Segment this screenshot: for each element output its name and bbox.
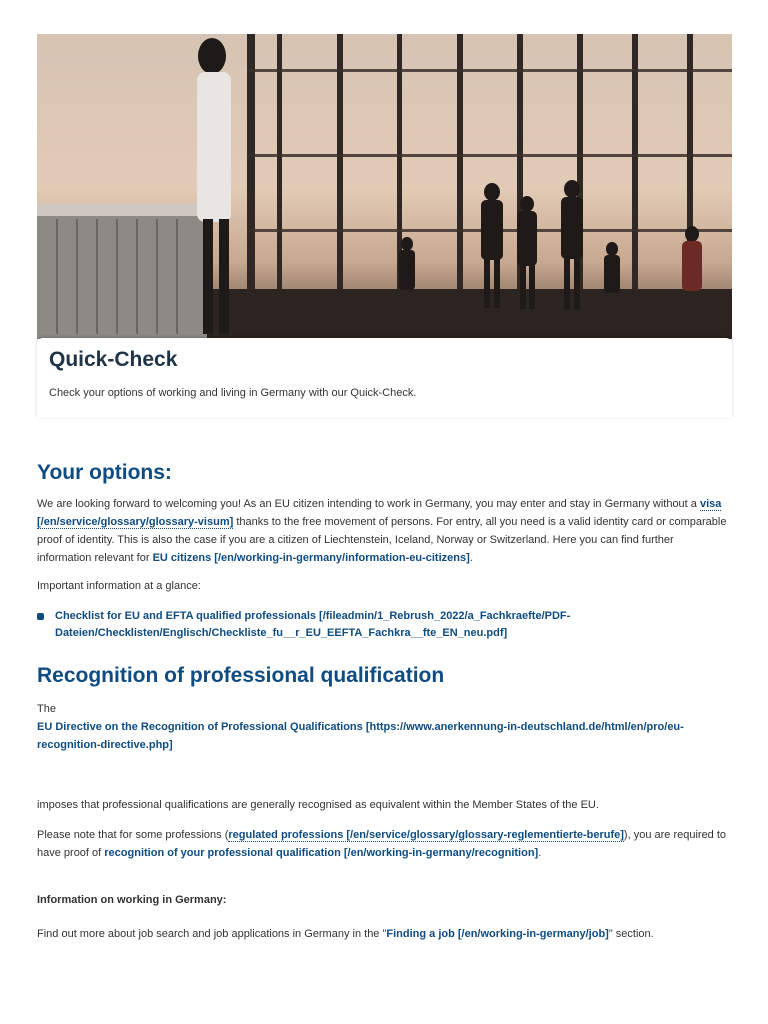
quick-check-title: Quick-Check — [49, 348, 178, 371]
recognition-link[interactable]: recognition of your professional qualification [/en/working-in-germany/recognition] — [104, 847, 539, 859]
note-text-end: . — [538, 847, 542, 859]
working-label: Information on working in Germany: — [37, 894, 227, 906]
options-text-2: thanks to the free movement of persons. For entry, all you need is a valid identity card or comparable proof of identity. This is also the case if you are a citizen of Liechtenstein, Iceland, Norway or Switzerland. Here you can find further information relevant for — [37, 516, 727, 564]
note-text-2: ), you are required to have proof of — [37, 829, 727, 859]
imposes-text: imposes that professional qualifications are generally recognised as equivalent within the Member States of the EU. — [37, 799, 599, 811]
visa-link[interactable]: visa [/en/service/glossary/glossary-visum] — [37, 498, 722, 528]
quick-check-card — [37, 338, 732, 418]
working-text-1: Find out more about job search and job applications in Germany in the " — [37, 928, 387, 940]
eu-citizens-link[interactable]: EU citizens [/en/working-in-germany/information-eu-citizens] — [152, 552, 470, 564]
bullet-icon — [37, 613, 44, 620]
hero-image — [37, 34, 732, 339]
recognition-heading: Recognition of professional qualification — [37, 664, 445, 687]
note-text-1: Please note that for some professions ( — [37, 829, 229, 841]
glance-text: Important information at a glance: — [37, 580, 201, 592]
working-paragraph — [37, 925, 727, 943]
note-paragraph — [37, 826, 727, 862]
eu-directive-link[interactable]: EU Directive on the Recognition of Professional Qualifications [https://www.anerkennung-in-deutschland.de/html/en/pro/eu-recognition-directive.php] — [37, 721, 684, 751]
recognition-the: The — [37, 703, 56, 715]
working-text-2: " section. — [608, 928, 654, 940]
options-text-end: . — [469, 552, 473, 564]
options-heading: Your options: — [37, 461, 172, 484]
airport-scene-illustration — [37, 34, 732, 339]
checklist-item-text — [55, 608, 615, 642]
directive-paragraph — [37, 718, 727, 754]
regulated-professions-link[interactable]: regulated professions [/en/service/glossary/glossary-reglementierte-berufe] — [228, 829, 624, 841]
quick-check-subtitle: Check your options of working and living in Germany with our Quick-Check. — [49, 387, 417, 399]
finding-job-link[interactable]: Finding a job [/en/working-in-germany/job] — [386, 928, 609, 940]
options-text-1: We are looking forward to welcoming you! As an EU citizen intending to work in Germany, you may enter and stay in Germany without a — [37, 498, 697, 510]
options-paragraph — [37, 495, 727, 567]
checklist-link[interactable]: Checklist for EU and EFTA qualified professionals [/fileadmin/1_Rebrush_2022/a_Fachkraefte/PDF-Dateien/Checklisten/Englisch/Checkliste_fu__r_EU_EEFTA_Fachkra__fte_EN_neu.pdf] — [55, 610, 571, 639]
